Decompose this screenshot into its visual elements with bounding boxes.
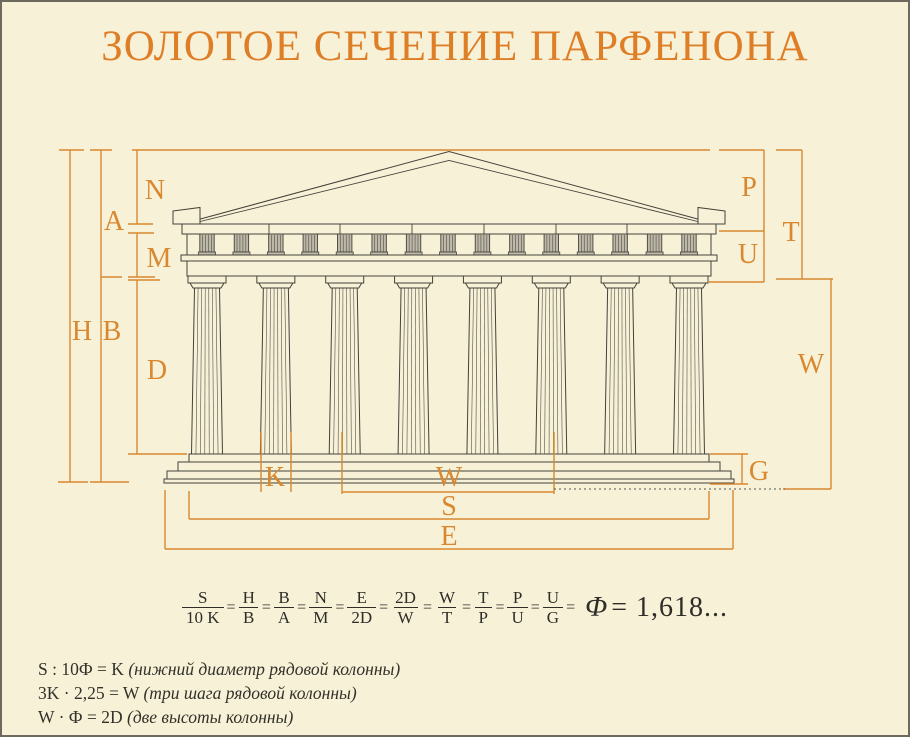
fraction-p-u: [507, 588, 527, 627]
dim-label-u: U: [737, 239, 759, 270]
equals-sign: =: [495, 598, 505, 616]
dim-label-t: T: [782, 217, 800, 248]
fraction-denominator: P: [475, 607, 492, 627]
fraction-denominator: 10 K: [182, 607, 224, 627]
fraction-denominator: T: [438, 607, 456, 627]
dim-label-h: H: [71, 316, 93, 347]
footnote-2d: [38, 706, 400, 730]
golden-ratio-formula: [2, 588, 908, 627]
equals-sign: =: [422, 598, 432, 616]
phi-value: = 1,618...: [611, 591, 728, 623]
fraction-w-t: [435, 588, 459, 627]
dim-label-m: M: [146, 243, 172, 274]
footnote-description: (три шага рядовой колонны): [143, 682, 357, 703]
dim-label-k: K: [264, 462, 286, 493]
equals-sign: =: [335, 598, 345, 616]
dim-label-n: N: [144, 175, 166, 206]
equals-sign: =: [261, 598, 271, 616]
footnote-equation: 3K · 2,25 = W: [38, 682, 140, 703]
fraction-numerator: H: [242, 588, 255, 607]
temple-drawing: [164, 152, 734, 484]
phi-symbol: Φ: [585, 591, 608, 624]
fraction-denominator: 2D: [347, 607, 376, 627]
fraction-numerator: 2D: [395, 588, 416, 607]
fraction-denominator: A: [274, 607, 294, 627]
fraction-numerator: S: [198, 588, 208, 607]
dim-label-d: D: [146, 355, 168, 386]
dim-label-p: P: [741, 172, 757, 203]
footnote-k: [38, 658, 400, 682]
dim-label-g: G: [748, 456, 770, 487]
fraction-denominator: M: [309, 607, 332, 627]
fraction-h-b: [239, 588, 259, 627]
equals-sign: =: [379, 598, 389, 616]
fraction-numerator: N: [314, 588, 327, 607]
dim-label-a: A: [103, 206, 125, 237]
fraction-denominator: B: [239, 607, 258, 627]
equals-sign: =: [530, 598, 540, 616]
footnote-description: (две высоты колонны): [127, 706, 294, 727]
fraction-b-a: [274, 588, 294, 627]
page-title: ЗОЛОТОЕ СЕЧЕНИЕ ПАРФЕНОНА: [101, 23, 809, 70]
fraction-e-2d: [347, 588, 376, 627]
fraction-numerator: E: [356, 588, 367, 607]
fraction-numerator: W: [438, 588, 456, 607]
footnote-description: (нижний диаметр рядовой колонны): [128, 659, 401, 679]
fraction-n-m: [309, 588, 332, 627]
footnote-equation: W · Ф = 2D: [38, 706, 123, 727]
fraction-denominator: U: [507, 607, 527, 627]
footnote-w: [38, 682, 400, 706]
dim-label-w-bottom: W: [435, 462, 463, 493]
fraction-denominator: W: [394, 607, 418, 627]
fraction-numerator: T: [478, 588, 489, 607]
fraction-2d-w: [391, 588, 420, 627]
fraction-denominator: G: [543, 607, 563, 627]
footnotes: [38, 658, 400, 729]
equals-sign: =: [226, 598, 236, 616]
dim-label-w-right: W: [797, 349, 825, 380]
fraction-u-g: [543, 588, 563, 627]
fraction-numerator: U: [546, 588, 560, 607]
fraction-t-p: [474, 588, 492, 627]
dim-label-b: B: [102, 316, 122, 347]
dim-label-s: S: [441, 491, 457, 522]
fraction-numerator: P: [512, 588, 523, 607]
dim-label-e: E: [440, 521, 458, 552]
equals-sign: =: [566, 598, 576, 616]
equals-sign: =: [297, 598, 307, 616]
footnote-equation: S : 10Ф = K: [38, 659, 124, 679]
equals-sign: =: [462, 598, 472, 616]
fraction-numerator: B: [278, 588, 290, 607]
fraction-s-10k: [182, 588, 224, 627]
